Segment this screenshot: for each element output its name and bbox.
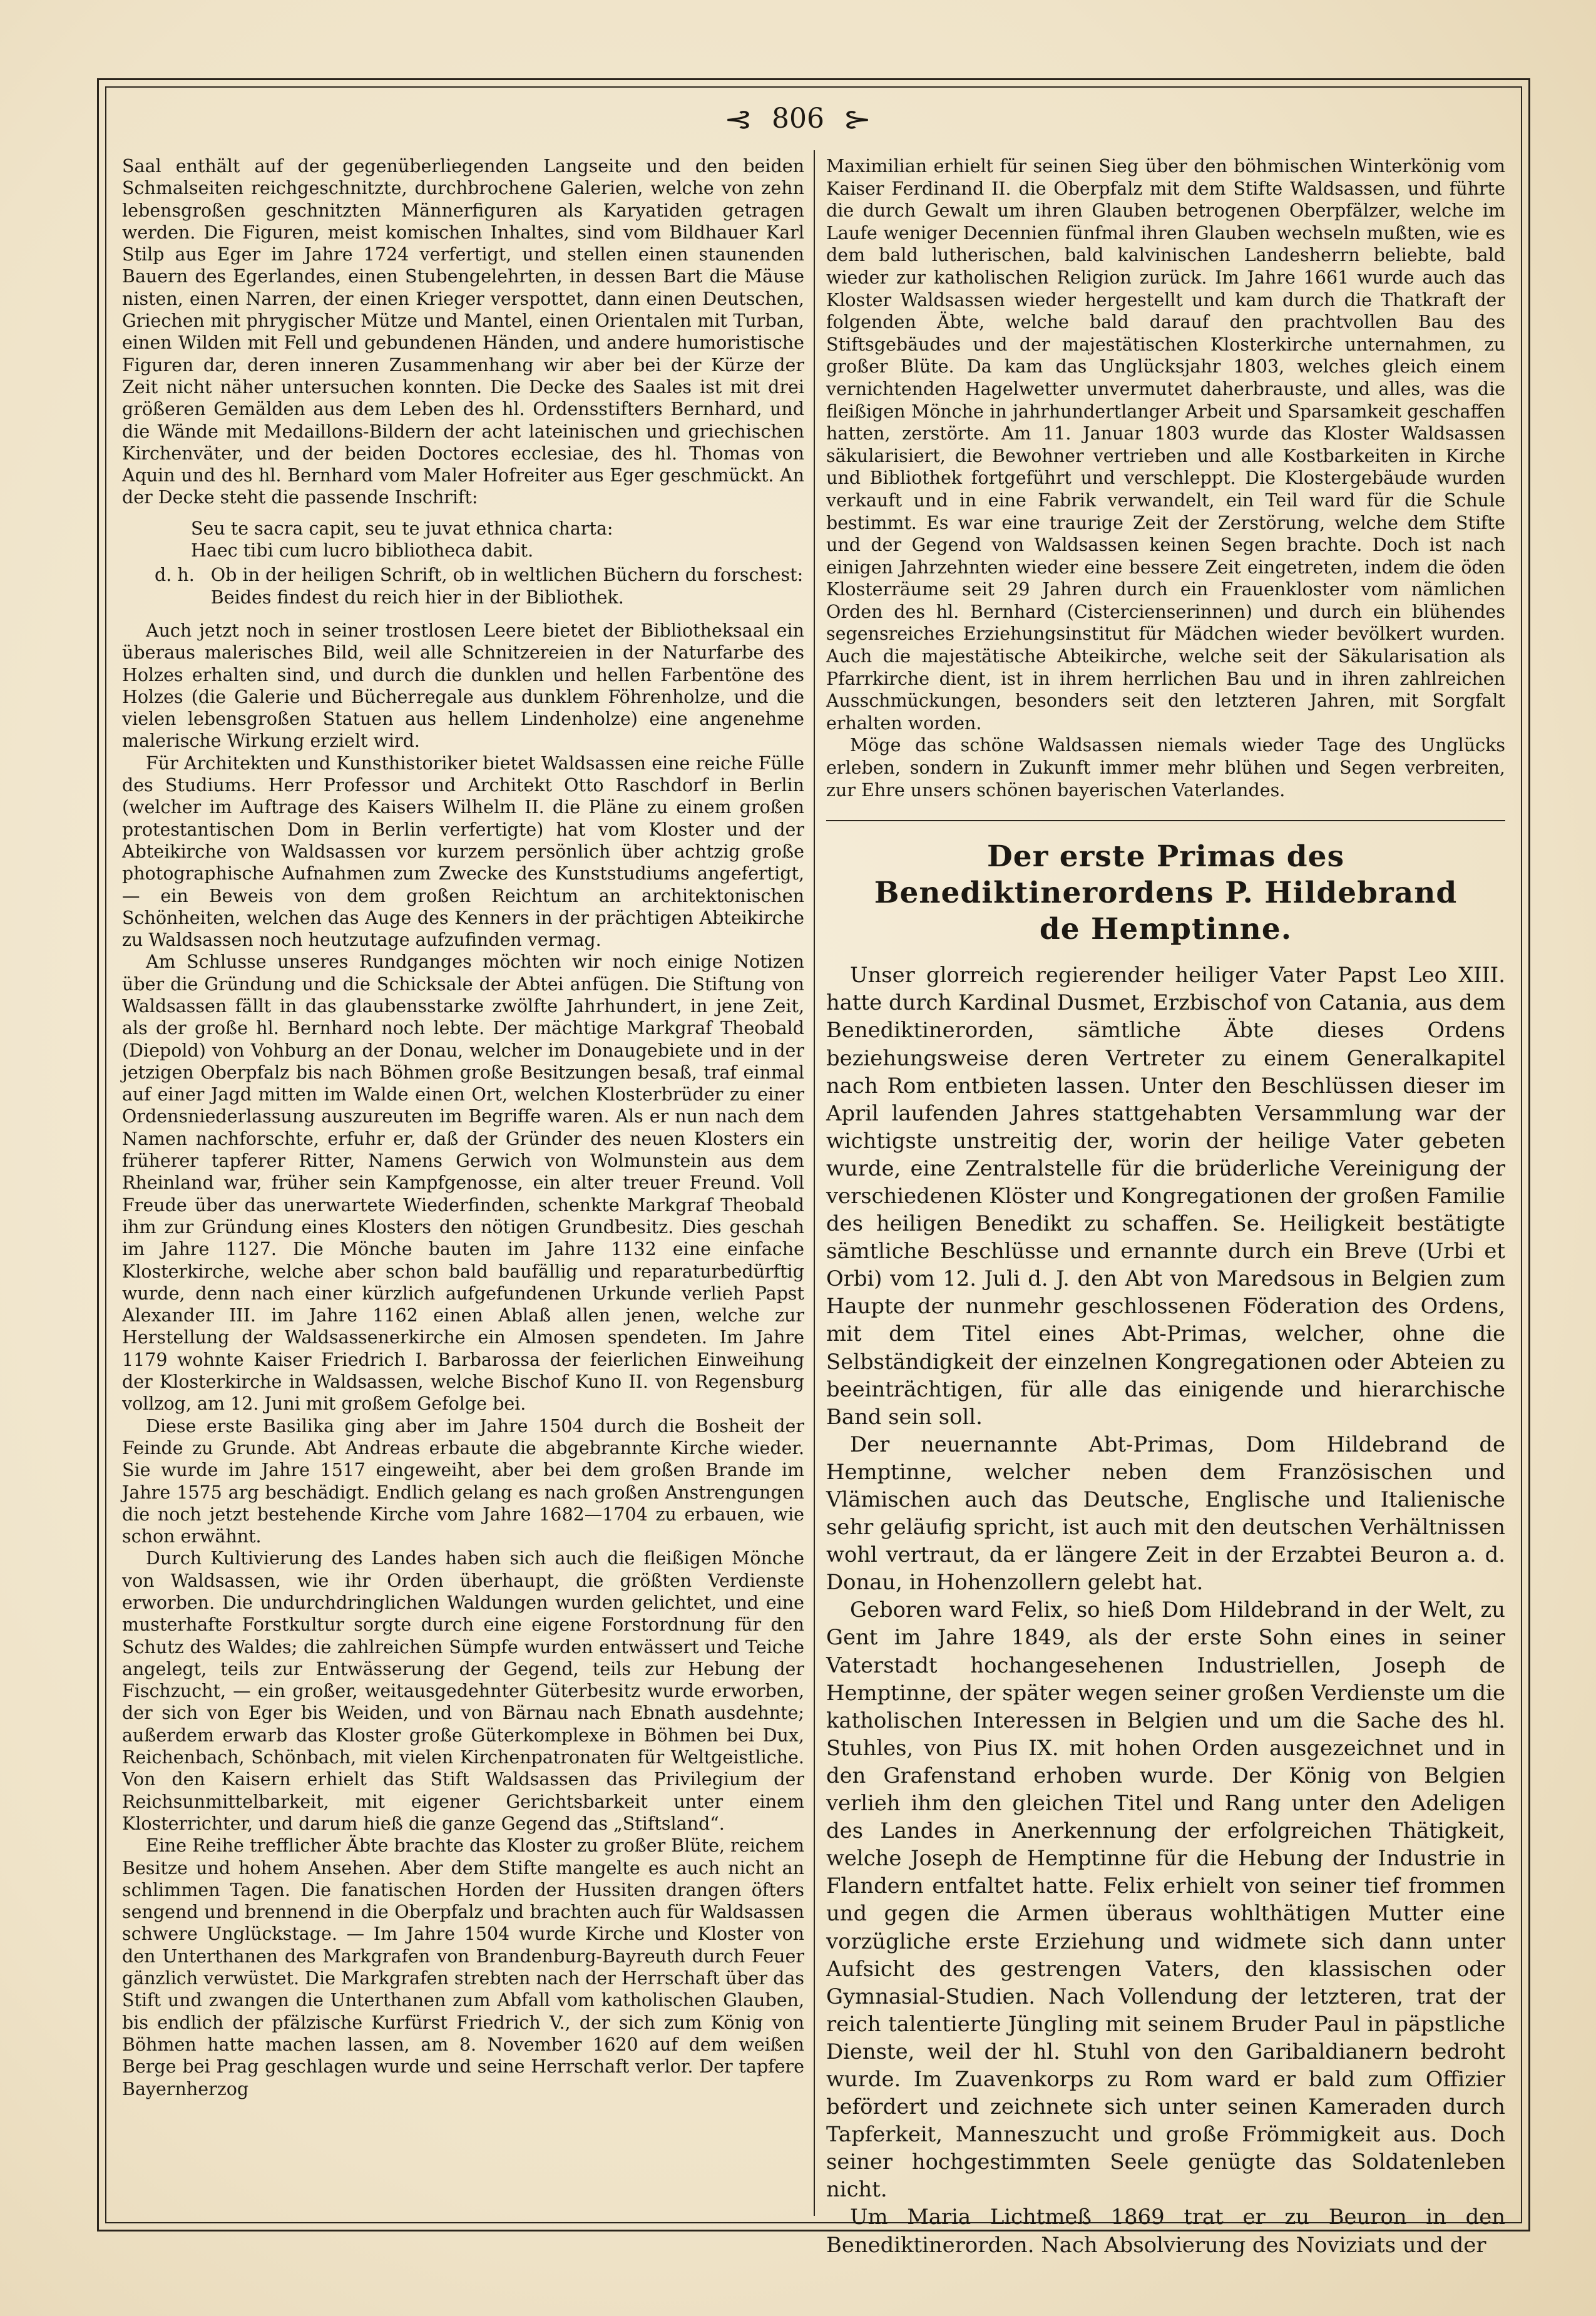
section-divider [826,820,1505,821]
paragraph: Für Architekten und Kunsthistoriker bietet Waldsassen eine reiche Fülle des Studiums. Herr Professor und Architekt Otto Raschdorf in Berlin (welcher im Auftrage des Kaisers Wilhelm II. die Pläne zu einem großen protestantischen Dom in Berlin verfertigte) hat vom Kloster und der Abteikirche von Waldsassen vor kurzem persönlich über achtzig große photographische Aufnahmen zum Zwecke des Kunststudiums angefertigt, — ein Beweis von dem großen Reichtum an architektonischen Schönheiten, welchen das Auge des Kenners in der prächtigen Abteikirche zu Waldsassen noch heutzutage aufzufinden vermag. [122,752,804,951]
ornament-left-icon: ⊰ [724,105,754,134]
right-column [826,155,1505,2259]
ornament-right-icon: ⊱ [842,105,872,134]
translation-text: Ob in der heiligen Schrift, ob in weltlichen Büchern du forschest: Beides findest du reich hier in der Bibliothek. [210,565,804,608]
paragraph: Am Schlusse unseres Rundganges möchten wir noch einige Notizen über die Gründung und die Schicksale der Abtei anfügen. Die Stiftung von Waldsassen fällt in das glaubensstarke zwölfte Jahrhundert, in jene Zeit, als der große hl. Bernhard noch lebte. Der mächtige Markgraf Theobald (Diepold) von Vohburg an der Donau, welcher im Donaugebiete und in der jetzigen Oberpfalz bis nach Böhmen große Besitzungen besaß, traf einmal auf einer Jagd mitten im Walde einen Ort, welchen Klosterbrüder zu einer Ordensniederlassung auszureuten im Begriffe waren. Als er nun nach dem Namen nachforschte, erfuhr er, daß der Gründer des neuen Klosters ein früherer tapferer Ritter, Namens Gerwich von Wolmunstein aus dem Rheinland war, früher sein Kampfgenosse, ein alter treuer Freund. Voll Freude über das unerwartete Wiederfinden, schenkte Markgraf Theobald ihm zur Gründung eines Klosters den nötigen Grundbesitz. Dies geschah im Jahre 1127. Die Mönche bauten im Jahre 1132 eine einfache Klosterkirche, welche aber schon bald baufällig und reparaturbedürftig wurde, denn nach einer kürzlich aufgefundenen Urkunde verlieh Papst Alexander III. im Jahre 1162 einen Ablaß allen jenen, welche zur Herstellung der Waldsassenerkirche ein Almosen spendeten. Im Jahre 1179 wohnte Kaiser Friedrich I. Barbarossa der feierlichen Einweihung der Klosterkirche in Waldsassen, welche Bischof Kuno II. von Regensburg vollzog, am 12. Juni mit großem Gefolge bei. [122,951,804,1415]
paragraph: Geboren ward Felix, so hieß Dom Hildebrand in der Welt, zu Gent im Jahre 1849, als der erste Sohn eines in seiner Vaterstadt hochangesehenen Industriellen, Joseph de Hemptinne, der später wegen seiner großen Verdienste um die katholischen Interessen in Belgien und um die Sache des hl. Stuhles, von Pius IX. mit hohen Orden ausgezeichnet und in den Grafenstand erhoben wurde. Der König von Belgien verlieh ihm den gleichen Titel und Rang unter den Adeligen des Landes in Anerkennung der erfolgreichen Thätigkeit, welche Joseph de Hemptinne für die Hebung der Industrie in Flandern entfaltet hatte. Felix erhielt von seiner tief frommen und gegen die Armen überaus wohlthätigen Mutter eine vorzügliche erste Erziehung und widmete sich dann unter Aufsicht des gestrengen Vaters, den klassischen oder Gymnasial-Studien. Nach Vollendung der letzteren, trat der reich talentierte Jüngling mit seinem Bruder Paul in päpstliche Dienste, weil der hl. Stuhl von den Garibaldianern bedroht wurde. Im Zuavenkorps zu Rom ward er bald zum Offizier befördert und zeichnete sich unter seinen Kameraden durch Tapferkeit, Manneszucht und große Frömmigkeit aus. Doch seiner hochgestimmten Seele genügte das Soldatenleben nicht. [826,1597,1505,2202]
inscription-line: Seu te sacra capit, seu te juvat ethnica charta: [191,518,613,539]
left-column [122,155,804,2100]
article-body [826,961,1505,2258]
paragraph: Der neuernannte Abt-Primas, Dom Hildebrand de Hemptinne, welcher neben dem Französischen und Vlämischen auch das Deutsche, Englische und Italienische sehr geläufig spricht, ist auch mit den deutschen Verhältnissen wohl vertraut, da er längere Zeit in der Erzabtei Beuron a. d. Donau, in Hohenzollern gelebt hat. [826,1432,1505,1595]
article-title [826,839,1505,948]
page-header [0,100,1596,138]
article-title-line: Der erste Primas des Benediktinerordens P. Hildebrand [874,839,1458,911]
paragraph: Diese erste Basilika ging aber im Jahre 1504 durch die Bosheit der Feinde zu Grunde. Abt Andreas erbaute die abgebrannte Kirche wieder. Sie wurde im Jahre 1517 eingeweiht, aber bei dem großen Brande im Jahre 1575 arg beschädigt. Endlich gelang es nach großen Anstrengungen die noch jetzt bestehende Kirche vom Jahre 1682—1704 zu erbauen, wie schon erwähnt. [122,1415,804,1547]
paragraph: Unser glorreich regierender heiliger Vater Papst Leo XIII. hatte durch Kardinal Dusmet, Erzbischof von Catania, aus dem Benediktinerorden, sämtliche Äbte dieses Ordens beziehungsweise deren Vertreter zu einem Generalkapitel nach Rom entbieten lassen. Unter den Beschlüssen dieser im April laufenden Jahres stattgehabten Versammlung war der wichtigste unstreitig der, worin der heilige Vater gebeten wurde, eine Zentralstelle für die brüderliche Vereinigung der verschiedenen Klöster und Kongregationen der großen Familie des heiligen Benedikt zu schaffen. Se. Heiligkeit bestätigte sämtliche Beschlüsse und ernannte durch ein Breve (Urbi et Orbi) vom 12. Juli d. J. den Abt von Maredsous in Belgien zum Haupte der nunmehr geschlossenen Föderation des Ordens, mit dem Titel eines Abt-Primas, welcher, ohne die Selbständigkeit der einzelnen Kongregationen oder Abteien zu beeinträchtigen, für alle das einigende und hierarchische Band sein soll. [826,963,1505,1429]
inscription-line: Haec tibi cum lucro bibliotheca dabit. [191,540,534,561]
translation-row [155,564,804,608]
page-number: 806 [772,103,824,135]
article-title-line: de Hemptinne. [1039,912,1292,947]
paragraph: Maximilian erhielt für seinen Sieg über den böhmischen Winterkönig vom Kaiser Ferdinand II. die Oberpfalz mit dem Stifte Waldsassen, und führte die durch Gewalt um ihren Glauben betrogenen Oberpfälzer, welche im Laufe weniger Decennien fünfmal ihren Glauben wechseln mußten, wie es dem bald lutherischen, bald kalvinischen Landesherrn beliebte, bald wieder zur katholischen Religion zurück. Im Jahre 1661 wurde auch das Kloster Waldsassen wieder hergestellt und kam durch die Thatkraft der folgenden Äbte, welche bald darauf den prachtvollen Bau des Stiftsgebäudes und der majestätischen Klosterkirche unternahmen, zu großer Blüte. Da kam das Unglücksjahr 1803, welches gleich einem vernichtenden Hagelwetter unvermutet daherbrauste, und alles, was die fleißigen Mönche in jahrhundertlanger Arbeit und Sparsamkeit geschaffen hatten, zerstörte. Am 11. Januar 1803 wurde das Kloster Waldsassen säkularisiert, die Bewohner vertrieben und alle Kostbarkeiten in Kirche und Bibliothek fortgeführt und verschleppt. Die Klostergebäude wurden verkauft und in eine Fabrik verwandelt, ein Teil ward für die Schule bestimmt. Es war eine traurige Zeit der Zerstörung, welche dem Stifte und der Gegend von Waldsassen keinen Segen brachte. Doch ist nach einigen Jahrzehnten wieder eine bessere Zeit eingetreten, indem die öden Klosterräume seit 29 Jahren durch ein Frauenkloster vom nämlichen Orden des hl. Bernhard (Cistercienserinnen) und durch ein blühendes segensreiches Erziehungsinstitut für Mädchen wieder bevölkert wurden. Auch die majestätische Abteikirche, welche seit der Säkularisation als Pfarrkirche dient, ist in ihrem herrlichen Bau und in ihren zahlreichen Ausschmückungen, besonders seit den letzteren Jahren, mit Sorgfalt erhalten worden. [826,156,1505,734]
translation-label: d. h. [155,565,195,586]
paragraph: Eine Reihe trefflicher Äbte brachte das Kloster zu großer Blüte, reichem Besitze und hohem Ansehen. Aber dem Stifte mangelte es auch nicht an schlimmen Tagen. Die fanatischen Horden der Hussiten drangen öfters sengend und brennend in die Oberpfalz und brachten auch für Waldsassen schwere Unglückstage. — Im Jahre 1504 wurde Kirche und Kloster von den Unterthanen des Markgrafen von Brandenburg-Bayreuth durch Feuer gänzlich verwüstet. Die Markgrafen strebten nach der Herrschaft über das Stift und zwangen die Unterthanen zum Abfall vom katholischen Glauben, bis endlich der pfälzische Kurfürst Friedrich V., der sich zum König von Böhmen hatte machen lassen, am 8. November 1620 auf dem weißen Berge bei Prag geschlagen wurde und seine Herrschaft verlor. Der tapfere Bayernherzog [122,1835,804,2099]
paragraph: Saal enthält auf der gegenüberliegenden Langseite und den beiden Schmalseiten reichgeschnitzte, durchbrochene Galerien, welche von zehn lebensgroßen geschnitzten Männerfiguren als Karyatiden getragen werden. Die Figuren, meist komischen Inhaltes, sind vom Bildhauer Karl Stilp aus Eger im Jahre 1724 verfertigt, und stellen einen staunenden Bauern des Egerlandes, einen Stubengelehrten, in dessen Bart die Mäuse nisten, einen Narren, der einen Krieger verspottet, dann einen Deutschen, Griechen mit phrygischer Mütze und Mantel, einen Orientalen mit Turban, einen Wilden mit Fell und gebundenen Händen, und andere humoristische Figuren dar, deren inneren Zusammenhang wir aber bei der Kürze der Zeit nicht näher untersuchen konnten. Die Decke des Saales ist mit drei größeren Gemälden aus dem Leben des hl. Ordensstifters Bernhard, und die Wände mit Medaillons-Bildern der acht lateinischen und griechischen Kirchenväter, und der beiden Doctores ecclesiae, des hl. Thomas von Aquin und des hl. Bernhard vom Maler Hofreiter aus Eger geschmückt. An der Decke steht die passende Inschrift: [122,156,804,508]
paragraph: Möge das schöne Waldsassen niemals wieder Tage des Unglücks erleben, sondern in Zukunft immer mehr blühen und Segen verbreiten, zur Ehre unsers schönen bayerischen Vaterlandes. [826,735,1505,801]
previous-article-continuation [826,155,1505,801]
paragraph: Auch jetzt noch in seiner trostlosen Leere bietet der Bibliotheksaal ein überaus malerisches Bild, weil alle Schnitzereien in der Naturfarbe des Holzes erhalten sind, und durch die dunklen und hellen Farbentöne des Holzes (die Galerie und Bücherregale aus dunklem Föhrenholze, und die vielen lebensgroßen Statuen aus hellem Lindenholze) eine angenehme malerische Wirkung erzielt wird. [122,620,804,752]
paragraph: Um Maria Lichtmeß 1869 trat er zu Beuron in den Benediktinerorden. Nach Absolvierung des Noviziats und der [826,2205,1505,2257]
paragraph: Durch Kultivierung des Landes haben sich auch die fleißigen Mönche von Waldsassen, wie ihr Orden überhaupt, die größten Verdienste erworben. Die undurchdringlichen Waldungen wurden gelichtet, und eine musterhafte Forstkultur sorgte durch eine eigene Forstordnung für den Schutz des Waldes; die zahlreichen Sümpfe wurden entwässert und Teiche angelegt, teils zur Entwässerung der Gegend, teils zur Hebung der Fischzucht, — ein großer, weitausgedehnter Güterbesitz wurde erworben, der sich von Eger bis Weiden, und von Bärnau nach Ebnath ausdehnte; außerdem erwarb das Kloster große Güterkomplexe in Böhmen bei Dux, Reichenbach, Schönbach, mit vielen Kirchenpatronaten für Weltgeistliche. Von den Kaisern erhielt das Stift Waldsassen das Privilegium der Reichsunmittelbarkeit, mit eigener Gerichtsbarkeit unter einem Klosterrichter, und darum hieß die ganze Gegend das „Stiftsland“. [122,1548,804,1834]
column-divider [814,150,815,2216]
